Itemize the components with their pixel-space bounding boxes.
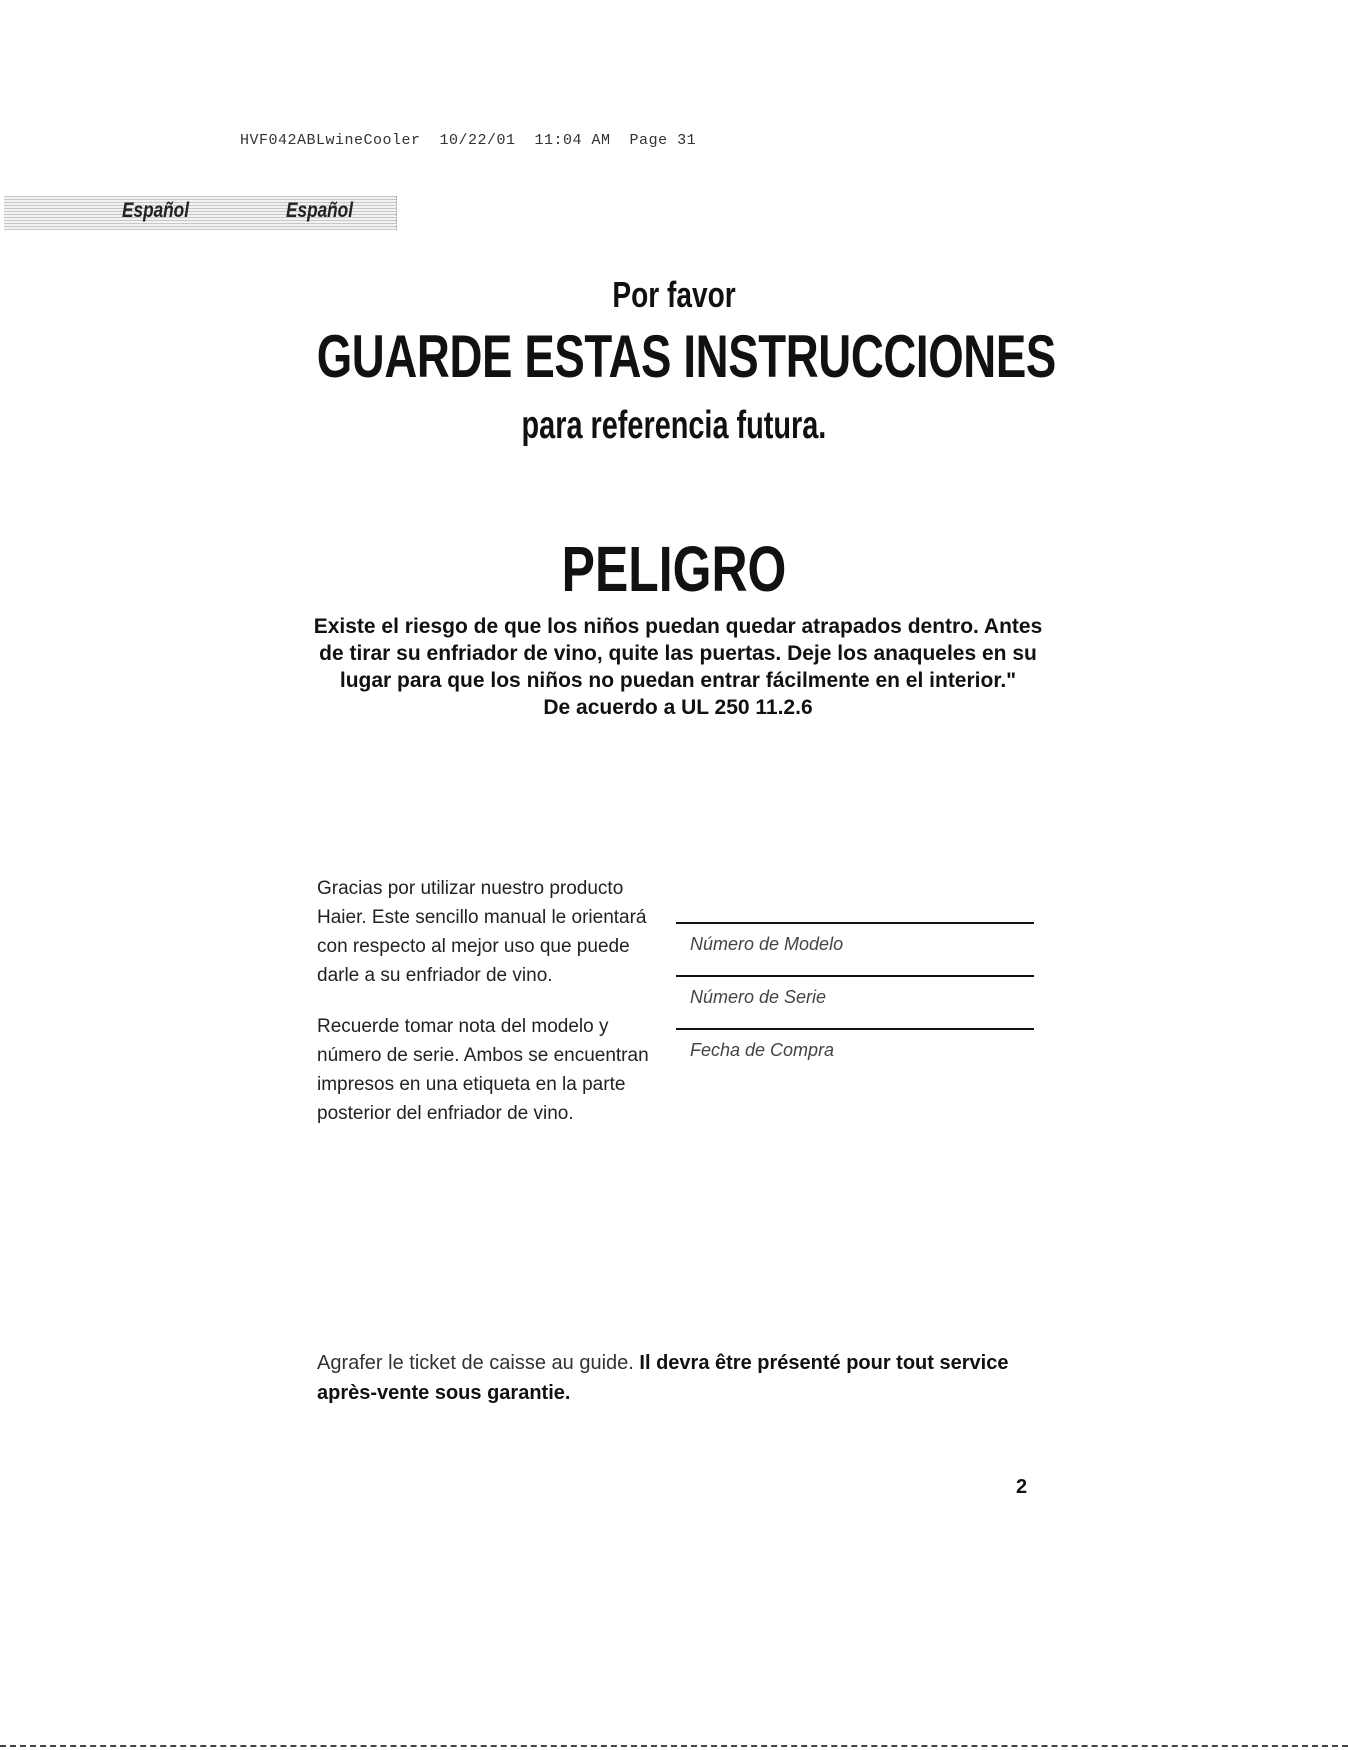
receipt-note-bold: Il devra être présenté pour tout service après-vente sous garantie. <box>317 1352 1009 1404</box>
page-edge-divider <box>0 1745 1348 1747</box>
intro-text <box>317 874 687 1128</box>
receipt-note-plain: Agrafer le ticket de caisse au guide. <box>317 1352 634 1374</box>
danger-warning-citation: De acuerdo a UL 250 11.2.6 <box>543 696 813 719</box>
danger-warning-text: Existe el riesgo de que los niños puedan quedar atrapados dentro. Antes de tirar su enfriador de vino, quite las puertas. Deje los anaqueles en su lugar para que los niños no puedan entrar fácilmente en el interior." <box>313 615 1043 692</box>
language-tab <box>4 196 397 230</box>
receipt-note <box>317 1348 1057 1408</box>
heading-por-favor: Por favor <box>612 274 736 315</box>
field-label: Número de Serie <box>690 987 827 1007</box>
intro-paragraph: Recuerde tomar nota del modelo y número de serie. Ambos se encuentran impresos en una etiqueta en la parte posterior del enfriador de vino. <box>317 1016 649 1124</box>
serial-number-field[interactable] <box>676 975 1034 1028</box>
model-number-field[interactable] <box>676 922 1034 975</box>
language-tab-label: Español <box>286 199 353 222</box>
danger-warning <box>300 613 1056 721</box>
print-header: HVF042ABLwineCooler 10/22/01 11:04 AM Page 31 <box>240 132 697 149</box>
heading-save-instructions: GUARDE ESTAS INSTRUCCIONES <box>316 323 1056 390</box>
field-label: Fecha de Compra <box>690 1040 835 1060</box>
page-number: 2 <box>1016 1476 1028 1498</box>
intro-paragraph: Gracias por utilizar nuestro producto Haier. Este sencillo manual le orientará con respecto al mejor uso que puede darle a su enfriador de vino. <box>317 878 647 986</box>
heading-danger: PELIGRO <box>561 533 787 605</box>
language-tab-label: Español <box>122 199 189 222</box>
heading-future-reference: para referencia futura. <box>521 404 827 447</box>
record-fields <box>676 922 1034 1081</box>
field-label: Número de Modelo <box>690 934 844 954</box>
purchase-date-field[interactable] <box>676 1028 1034 1081</box>
